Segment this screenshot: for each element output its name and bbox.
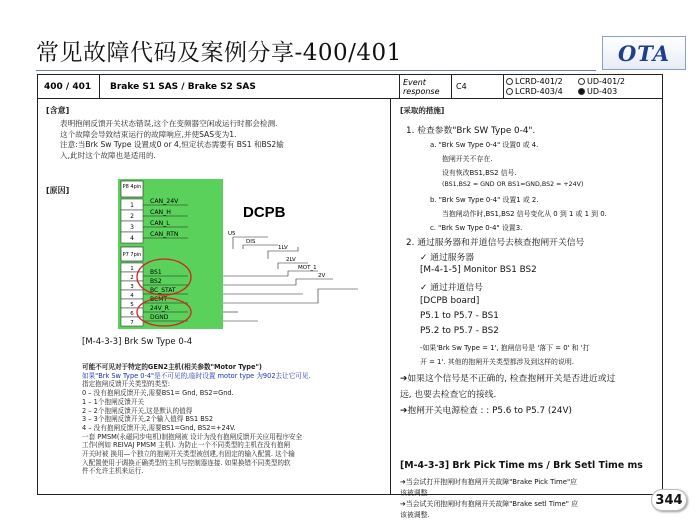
diagram-caption: [M-4-3-3] Brk Sw Type 0-4 <box>82 337 193 347</box>
model-option-ud-403: UD-403 <box>578 87 617 97</box>
radio-selected-icon <box>578 88 585 95</box>
brake-switch-type-notes: 可能不可见对于特定的GEN2主机(相关参数"Motor Type") 如果"Brk Sw Type 0-4"是不可见的,临时设置 motor type 为902去让它可见. 指定抱闸反馈开关类型的类型: 0 – 没有抱闸反馈开关,需要BS1= Gnd, BS2=Gnd. 1 – 1个抱闸反馈开关 2 – 2个抱闸反馈开关,这是默认的值得 3 – 3个抱闸反馈开关,2个输入值得 BS1 BS2 4 – 没有抱闸反馈开关,需要BS1=Gnd, BS2=+24V. 一套 PMSM(永磁同步电机)制抱闸被 设计为没有抱闸反馈开关应用程序安全 工作(例如 REIVAJ PMSM 主机). 为防止一个不同类型的主机在没有抱闸 开关时被 换用—个独立的抱闸开关类型被创建,有固定的输入配置. 这个输 入配置使用于调换正确类型的主机与控制器连接. 如果换错不同类型的软 件不允许主机来运行. <box>82 363 311 476</box>
pin-top-2: 2 <box>130 213 134 220</box>
action-line: 该被调整. <box>400 489 430 497</box>
signal-bc-stat: BC_STAT <box>150 287 176 294</box>
parameter-heading: [M-4-3-3] Brk Pick Time ms / Brk Setl Time ms <box>400 460 643 471</box>
action-line: ➔如果这个信号是不正确的, 检查抱闸开关是否进近或过 <box>400 374 616 384</box>
action-line: c. "Brk Sw Type 0-4" 设置3. <box>430 224 523 232</box>
action-line: 抱闸开关不存在. <box>442 155 493 163</box>
circuit-label-2lv: 2LV <box>286 257 296 263</box>
pin-bottom-7: 7 <box>130 320 134 326</box>
p8-connector-label: P8 4pin <box>122 184 142 190</box>
circuit-label-dis: DIS <box>246 239 256 245</box>
action-line: ✓ 通过并道信号 <box>420 283 483 293</box>
pin-bottom-1: 1 <box>130 266 134 272</box>
signal-dgnd: DGND <box>150 314 169 321</box>
pin-top-4: 4 <box>130 235 134 242</box>
meaning-text: 表明抱闸反馈开关状态错误,这个在变频器空闲或运行时都会检测. 这个故障会导致结束运行的故障响应,并使SAS变为1. 注意:当Brk Sw Type 设置成0 or 4,恒定状态需要有 BS1 和BS2输 入,此时这个故障也是适用的. <box>60 119 284 160</box>
action-line: 设有恢改BS1,BS2 信号. <box>442 169 517 177</box>
pin-top-3: 3 <box>130 224 134 231</box>
signal-can-rtn: CAN_RTN <box>150 231 179 238</box>
fault-code: 400 / 401 <box>38 75 100 98</box>
action-line: b. "Brk Sw Type 0-4" 设置1 或 2. <box>430 196 539 204</box>
action-line: a. "Brk Sw Type 0-4" 设置0 或 4. <box>430 141 539 149</box>
action-line: 远, 也要去检查它的接线. <box>400 390 497 400</box>
dcpb-diagram-svg <box>118 179 373 329</box>
circuit-label-u5: U5 <box>228 231 236 237</box>
pin-bottom-6: 6 <box>130 311 134 317</box>
radio-icon <box>506 88 513 95</box>
page-number: 344 <box>651 489 687 511</box>
circuit-label-mot1: MOT_1 <box>298 265 317 271</box>
radio-icon <box>578 78 585 85</box>
action-line: 1. 检查参数"Brk SW Type 0-4". <box>406 126 536 136</box>
fault-name: Brake S1 SAS / Brake S2 SAS <box>100 75 400 98</box>
circuit-label-2v: 2V <box>318 273 326 279</box>
pin-top-1: 1 <box>130 202 134 209</box>
cause-label: [原因] <box>46 186 70 195</box>
model-option-ud-401-2: UD-401/2 <box>578 77 625 87</box>
fault-header <box>38 75 662 99</box>
action-line: ➔抱闸开关电源检查 : : P5.6 to P5.7 (24V) <box>400 406 572 416</box>
dcpb-wiring-diagram <box>118 179 373 329</box>
action-line: 当抱闸动作时,BS1,BS2 信号变化从 0 到 1 或 1 到 0. <box>442 210 607 218</box>
pin-bottom-3: 3 <box>130 284 134 290</box>
slide-title: 常见故障代码及案例分享-400/401 <box>36 40 402 66</box>
circuit-label-1lv: 1LV <box>278 245 288 251</box>
action-line: ➔当会试关闭抱闸时有抱闸开关故障"Brake setl Time" 应 <box>400 500 579 508</box>
pin-bottom-4: 4 <box>130 293 134 299</box>
signal-can-l: CAN_L <box>150 220 170 227</box>
model-option-lcrd-403-4: LCRD-403/4 <box>506 87 563 97</box>
pin-bottom-2: 2 <box>130 275 134 281</box>
signal-bs2: BS2 <box>150 278 162 285</box>
ota-logo <box>602 36 686 70</box>
action-line: P5.1 to P5.7 - BS1 <box>420 311 499 321</box>
event-response-value: C4 <box>452 75 504 98</box>
signal-can-24v: CAN_24V <box>150 198 179 205</box>
radio-icon <box>506 78 513 85</box>
action-line: ➔当会试打开抱闸时有抱闸开关故障"Brake Pick Time"应 <box>400 478 578 486</box>
column-divider <box>390 99 391 495</box>
signal-can-h: CAN_H <box>150 209 171 216</box>
action-line: (BS1,BS2 = GND OR BS1=GND,BS2 = +24V) <box>442 181 584 188</box>
pin-bottom-5: 5 <box>130 302 134 308</box>
event-response-label: Event response <box>400 75 452 98</box>
action-line: 该被调整. <box>400 511 430 519</box>
action-line: [DCPB board] <box>420 296 480 306</box>
signal-bs1: BS1 <box>150 269 162 276</box>
signal-24v-r: 24V_R <box>150 305 169 312</box>
signal-bcmt: BCMT <box>150 296 168 303</box>
model-option-lcrd-401-2: LCRD-401/2 <box>506 77 563 87</box>
p7-connector-label: P7 7pin <box>122 252 142 258</box>
logo-text: OTA <box>617 40 671 66</box>
title-divider <box>36 70 596 71</box>
diagram-title: DCPB <box>243 204 286 221</box>
meaning-label: [含意] <box>46 106 70 115</box>
action-line: P5.2 to P5.7 - BS2 <box>420 326 499 336</box>
fault-document <box>37 74 663 519</box>
actions-label: [采取的措施] <box>400 106 445 115</box>
action-line: -如果'Brk Sw Type = 1', 抱闸信号是 '落下 = 0' 和 '打 <box>420 344 590 352</box>
action-line: 开 = 1'. 其他的抱闸开关类型都涉及到这样的说明. <box>420 358 574 366</box>
action-line: [M-4-1-5] Monitor BS1 BS2 <box>420 265 537 275</box>
action-line: ✓ 通过服务器 <box>420 253 475 263</box>
action-line: 2. 通过服务器和并道信号去核查抱闸开关信号 <box>406 238 585 248</box>
